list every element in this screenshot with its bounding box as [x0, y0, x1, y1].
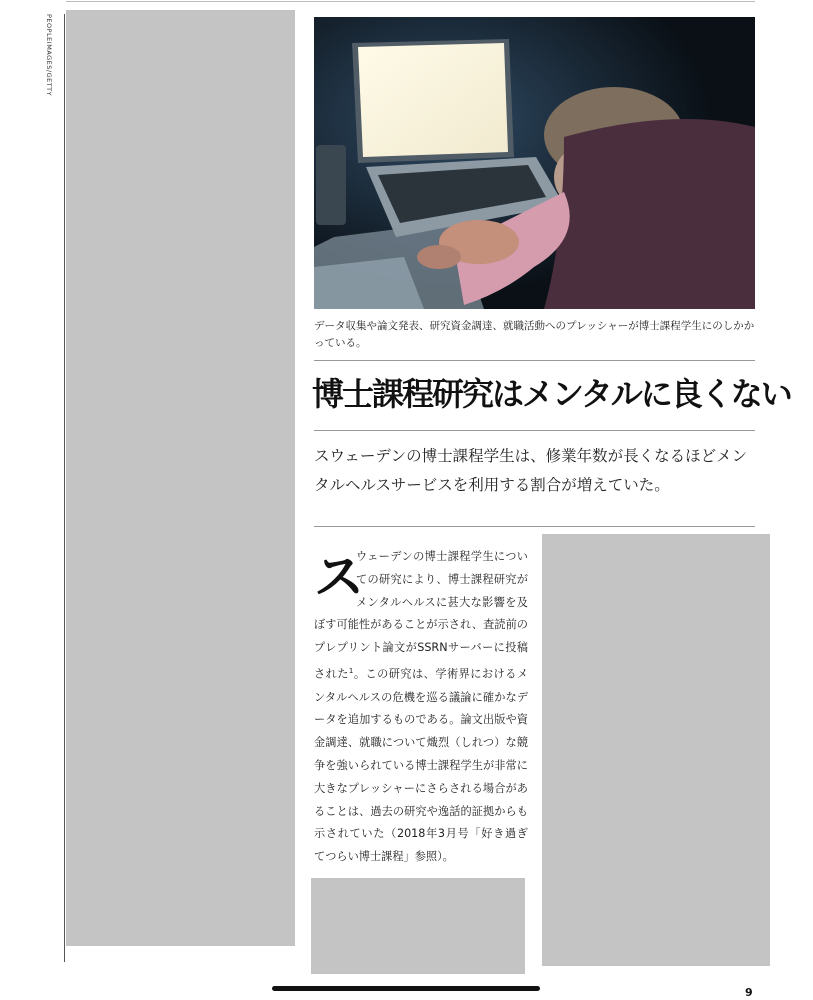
page-number: 9 [745, 986, 753, 999]
body-text-part2: 。この研究は、学術界におけるメンタルヘルスの危機を巡る議論に確かなデータを追加するものである。論文出版や資金調達、就職について熾烈（しれつ）な競争を強いられている博士課程学生が非常に大きなプレッシャーにさらされる場合があることは、過去の研究や逸話的証拠からも示されていた（2018年3月号「好き過ぎてつらい博士課程」参照）。 [314, 667, 528, 864]
photo-caption: データ収集や論文発表、研究資金調達、就職活動へのプレッシャーが博士課程学生にのしかかっている。 [314, 320, 755, 349]
left-column-placeholder [66, 10, 295, 946]
bottom-placeholder [311, 878, 525, 974]
headline-bottom-rule [314, 430, 755, 431]
top-divider [66, 1, 755, 2]
right-column-placeholder [542, 534, 770, 966]
article-photo [314, 17, 755, 309]
article-lede: スウェーデンの博士課程学生は、修業年数が長くなるほどメンタルヘルスサービスを利用する割合が増えていた。 [314, 447, 748, 494]
person-asleep-at-laptop-image [314, 17, 755, 309]
home-indicator[interactable] [272, 986, 540, 991]
footnote-ref: 1 [348, 666, 354, 675]
article-headline: 博士課程研究はメンタルに良くない [312, 375, 791, 413]
lede-bottom-rule [314, 526, 755, 527]
left-margin-rule [64, 14, 65, 962]
photo-credit: PEOPLEIMAGES/GETTY [45, 14, 53, 97]
body-text-part1: ウェーデンの博士課程学生についての研究により、博士課程研究がメンタルヘルスに甚大な影響を及ぼす可能性があることが示され、査読前のプレプリント論文がSSRNサーバーに投稿された [314, 550, 528, 681]
drop-cap: ス [314, 548, 364, 606]
article-body [314, 546, 528, 869]
headline-top-rule [314, 360, 755, 361]
